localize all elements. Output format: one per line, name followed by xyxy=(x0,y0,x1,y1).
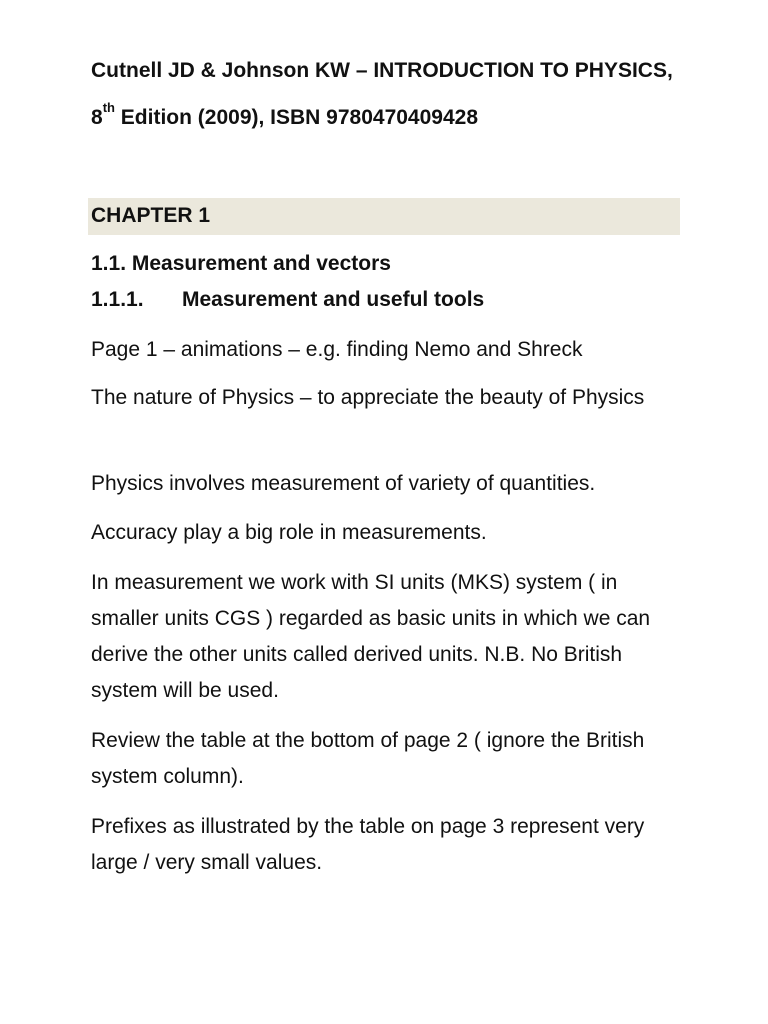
paragraph-animations: Page 1 – animations – e.g. finding Nemo and Shreck xyxy=(91,338,583,361)
section-heading: 1.1. Measurement and vectors xyxy=(91,252,391,275)
subsection-number: 1.1.1. xyxy=(91,288,144,311)
edition-number: 8 xyxy=(91,106,103,129)
edition-details: Edition (2009), ISBN 9780470409428 xyxy=(114,106,478,129)
paragraph-accuracy: Accuracy play a big role in measurements. xyxy=(91,521,487,544)
reference-line-1: Cutnell JD & Johnson KW – INTRODUCTION TO PHYSICS, xyxy=(91,59,673,82)
reference-line-2 xyxy=(91,100,478,131)
subsection-title: Measurement and useful tools xyxy=(182,288,485,311)
paragraph-prefixes: Prefixes as illustrated by the table on page 3 represent very large / very small values. xyxy=(91,815,645,874)
paragraph-measurement-quantities: Physics involves measurement of variety of quantities. xyxy=(91,472,596,495)
edition-suffix: th xyxy=(102,100,115,115)
paragraph-si-units: In measurement we work with SI units (MKS) system ( in smaller units CGS ) regarded as basic units in which we can derive the other units called derived units. N.B. No British system will be used. xyxy=(91,571,651,702)
paragraph-nature-of-physics: The nature of Physics – to appreciate the beauty of Physics xyxy=(91,386,645,409)
paragraph-review-table: Review the table at the bottom of page 2 ( ignore the British system column). xyxy=(91,729,645,788)
subsection-heading xyxy=(91,287,484,313)
chapter-heading-band xyxy=(88,198,680,235)
chapter-title: CHAPTER 1 xyxy=(91,204,211,227)
